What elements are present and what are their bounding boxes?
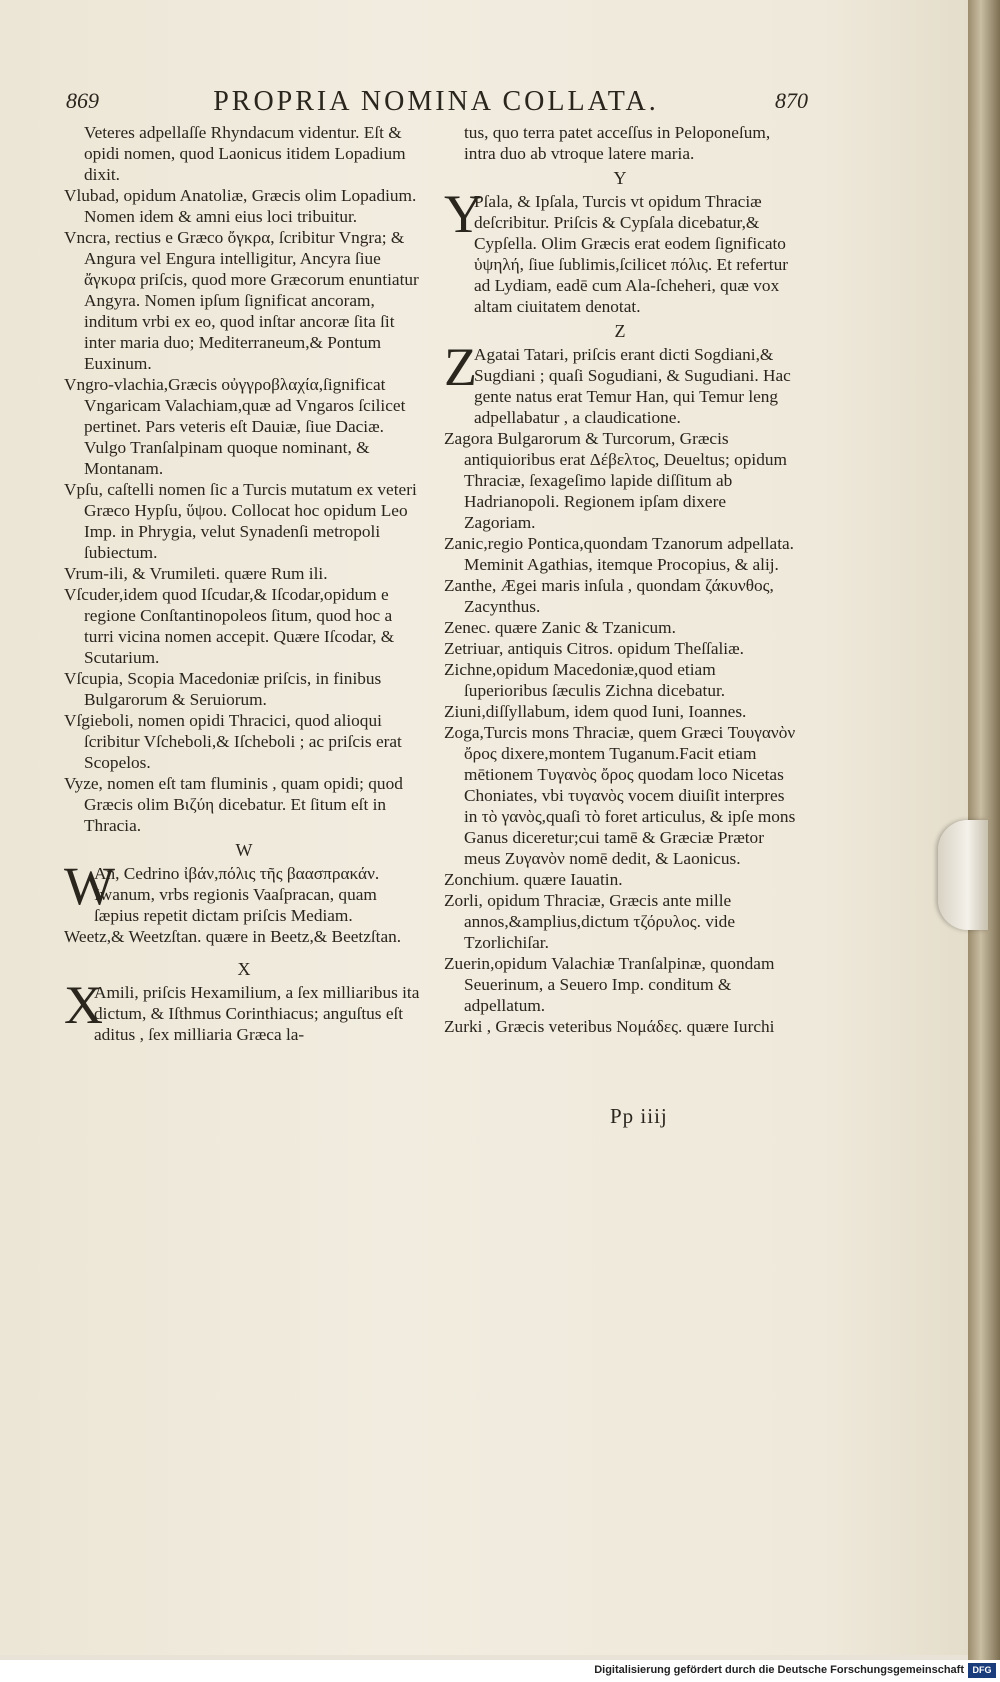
page-clip bbox=[938, 820, 988, 930]
entry-ypsala bbox=[444, 184, 796, 317]
entry-xamili bbox=[64, 975, 424, 1045]
dfg-footer bbox=[0, 1660, 1000, 1682]
right-column bbox=[444, 122, 796, 1037]
entry-continuation: Veteres adpellaſſe Rhyndacum videntur. Eſt & opidi nomen, quod Laonicus itidem Lopadium dixit. bbox=[84, 123, 406, 184]
dropcap-w: W bbox=[64, 856, 115, 916]
entry-zagatai bbox=[444, 337, 796, 428]
entry-continuation-right: tus, quo terra patet acceſſus in Peloponeſum, intra duo ab vtroque latere maria. bbox=[464, 123, 771, 163]
entry-wan bbox=[64, 856, 424, 926]
section-heading-x: X bbox=[237, 959, 251, 979]
entry-vsgieboli: Vſgieboli, nomen opidi Thracici, quod alioqui ſcribitur Vſcheboli,& Iſcheboli ; ac priſcis erat Scopelos. bbox=[64, 711, 402, 772]
dfg-logo: DFG bbox=[968, 1663, 996, 1678]
dropcap-y: Y bbox=[444, 184, 483, 244]
entry-vyze: Vyze, nomen eſt tam fluminis , quam opidi; quod Græcis olim Βιζύη dicebatur. Et ſitum eſt in Thracia. bbox=[64, 774, 403, 835]
entry-vscuder: Vſcuder,idem quod Iſcudar,& Iſcodar,opidum e regione Conſtantinopoleos ſitum, quod hoc a turri vicina nomen accepit. Quære Iſcodar, & Scutarium. bbox=[64, 585, 395, 667]
entry-vngro-vlachia: Vngro-vlachia,Græcis οὐγγροβλαχία,ſignificat Vngaricam Valachiam,quæ ad Vngaros ſcilicet pertinet. Pars veteris eſt Dauiæ, ſiue Daciæ. Vulgo Tranſalpinam quoque nominant, & Montanam. bbox=[64, 375, 406, 478]
dropcap-z: Z bbox=[444, 337, 477, 397]
entry-zagatai-text: Agatai Tatari, priſcis erant dicti Sogdiani,& Sugdiani ; quaſi Sogudiani, & Sugudiani. Hac gente natus erat Temur Han, qui Temur leng adpellabatur , a claudicatione. bbox=[474, 345, 791, 427]
dfg-credit: Digitalisierung gefördert durch die Deutsche Forschungsgemeinschaft bbox=[594, 1664, 964, 1676]
entry-ypsala-text: Pſala, & Ipſala, Turcis vt opidum Thraciæ deſcribitur. Priſcis & Cypſala dicebatur,& Cypſella. Olim Græcis erat eodem ſignificato ὑψηλή, ſiue ſublimis,ſcilicet πόλις. Et refertur ad Lydiam, eadē cum Ala-ſcheheri, quæ vox altam ciuitatem denotat. bbox=[474, 192, 789, 316]
folio-right: 870 bbox=[775, 88, 808, 113]
entry-vlubad: Vlubad, opidum Anatoliæ, Græcis olim Lopadium. Nomen idem & amni eius loci tribuitur. bbox=[64, 186, 417, 226]
page-header bbox=[66, 86, 806, 122]
entry-xamili-text: Amili, priſcis Hexamilium, a ſex milliaribus ita dictum, & Iſthmus Corinthiacus; anguſtus eſt aditus , ſex milliaria Græca la- bbox=[94, 983, 420, 1044]
section-heading-y: Y bbox=[613, 168, 627, 188]
entry-ziuni: Ziuni,diſſyllabum, idem quod Iuni, Ioannes. bbox=[444, 702, 747, 721]
entry-vrum-ili: Vrum-ili, & Vrumileti. quære Rum ili. bbox=[64, 564, 328, 583]
entry-zorli: Zorli, opidum Thraciæ, Græcis ante mille annos,&amplius,dictum τζόρυλος. vide Tzorlichiſar. bbox=[444, 891, 735, 952]
entry-zagora: Zagora Bulgarorum & Turcorum, Græcis antiquioribus erat Δέβελτος, Deueltus; opidum Thraciæ, ſexageſimo lapide diſſitum ab Hadrianopoli. Regionem ipſam dixere Zagoriam. bbox=[444, 429, 787, 532]
section-heading-z: Z bbox=[614, 321, 626, 341]
entry-vpsu: Vpſu, caſtelli nomen ſic a Turcis mutatum ex veteri Græco Hypſu, ὕψου. Collocat hoc opidum Leo Imp. in Phrygia, velut Synadenſi metropoli ſubiectum. bbox=[64, 480, 417, 562]
entry-zurki: Zurki , Græcis veteribus Νομάδες. quære Iurchi bbox=[444, 1017, 775, 1036]
left-column bbox=[64, 122, 424, 1045]
dropcap-x: X bbox=[64, 975, 103, 1035]
entry-zuerin: Zuerin,opidum Valachiæ Tranſalpinæ, quondam Seuerinum, a Seuero Imp. conditum & adpellatum. bbox=[444, 954, 775, 1015]
entry-zanthe: Zanthe, Ægei maris inſula , quondam ζάκυνθος, Zacynthus. bbox=[444, 576, 774, 616]
entry-zenec: Zenec. quære Zanic & Tzanicum. bbox=[444, 618, 676, 637]
entry-zetriuar: Zetriuar, antiquis Citros. opidum Theſſaliæ. bbox=[444, 639, 744, 658]
entry-zanic: Zanic,regio Pontica,quondam Tzanorum adpellata. Meminit Agathias, itemque Procopius, & alij. bbox=[444, 534, 794, 574]
entry-vscupia: Vſcupia, Scopia Macedoniæ priſcis, in finibus Bulgarorum & Seruiorum. bbox=[64, 669, 382, 709]
section-heading-w: W bbox=[235, 840, 253, 860]
entry-zonchium: Zonchium. quære Iauatin. bbox=[444, 870, 623, 889]
entry-vncra: Vncra, rectius e Græco ὄγκρα, ſcribitur Vngra; & Angura vel Engura intelligitur, Ancyra ſiue ἄγκυρα priſcis, quod more Græcorum enuntiatur Angyra. Nomen ipſum ſignificat ancoram, inditum vrbi ex eo, quod inſtar ancoræ ſita ſit inter maria duo; Mediterraneum,& Pontum Euxinum. bbox=[64, 228, 419, 373]
folio-left: 869 bbox=[66, 88, 99, 113]
running-title: PROPRIA NOMINA COLLATA. bbox=[213, 86, 659, 117]
entry-weetz: Weetz,& Weetzſtan. quære in Beetz,& Beetzſtan. bbox=[64, 927, 402, 946]
entry-wan-text: An, Cedrino ἰβάν,πόλις τῆς βαασπρακάν. Iwanum, vrbs regionis Vaaſpracan, quam ſæpius repetit dictam priſcis Mediam. bbox=[94, 864, 380, 925]
entry-zoga: Zoga,Turcis mons Thraciæ, quem Græci Τουγανὸν ὄρος dixere,montem Tuganum.Facit etiam mētionem Τυγανὸς ὄρος quodam loco Nicetas Choniates, vbi τυγανὸς vocem diuiſit interpres in τὸ γανὸς,quaſi τὸ foret articulus, & ipſe mons Ganus diceretur;cui tamē & Græciæ Prætor meus Ζυγανὸν nomē dedit, & Laonicus. bbox=[444, 723, 796, 868]
signature-mark: Pp iiij bbox=[610, 1104, 668, 1128]
entry-zichne: Zichne,opidum Macedoniæ,quod etiam ſuperioribus ſæculis Zichna dicebatur. bbox=[444, 660, 726, 700]
